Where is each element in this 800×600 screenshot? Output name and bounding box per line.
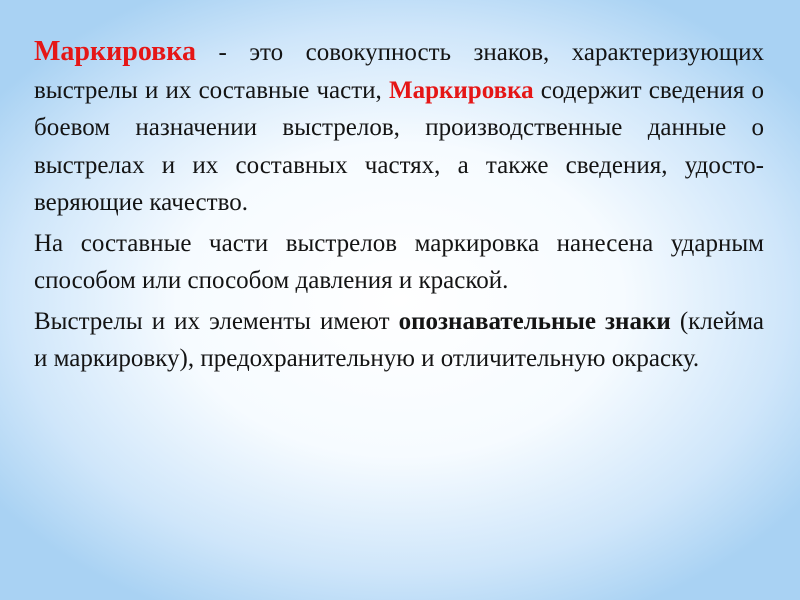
identification-marks-term: опознавательные знаки [398,307,671,335]
paragraph-definition [34,33,764,222]
paragraph-application: На составные части выстрелов маркировка нанесена ударным способом или способом давления и краской. [34,229,764,294]
term-marking-2: Маркировка [388,76,534,104]
paragraph-identification [34,303,764,378]
definition-text: - это совокупность знаков, характеризующих выстрелы и их составные части, [34,39,764,104]
slide-content [34,33,764,378]
identification-text-end: (клейма и маркировку), предохранительную и отличительную окраску. [34,307,764,372]
identification-text-start: Выстрелы и их элементы имеют [34,307,399,335]
content-text: содержит сведения о боевом назначении выстрелов, производственные данные о выстрелах и их составных частях, а также сведения, удосто-веряющие качество. [34,76,764,216]
term-marking-1: Маркировка [34,36,196,67]
